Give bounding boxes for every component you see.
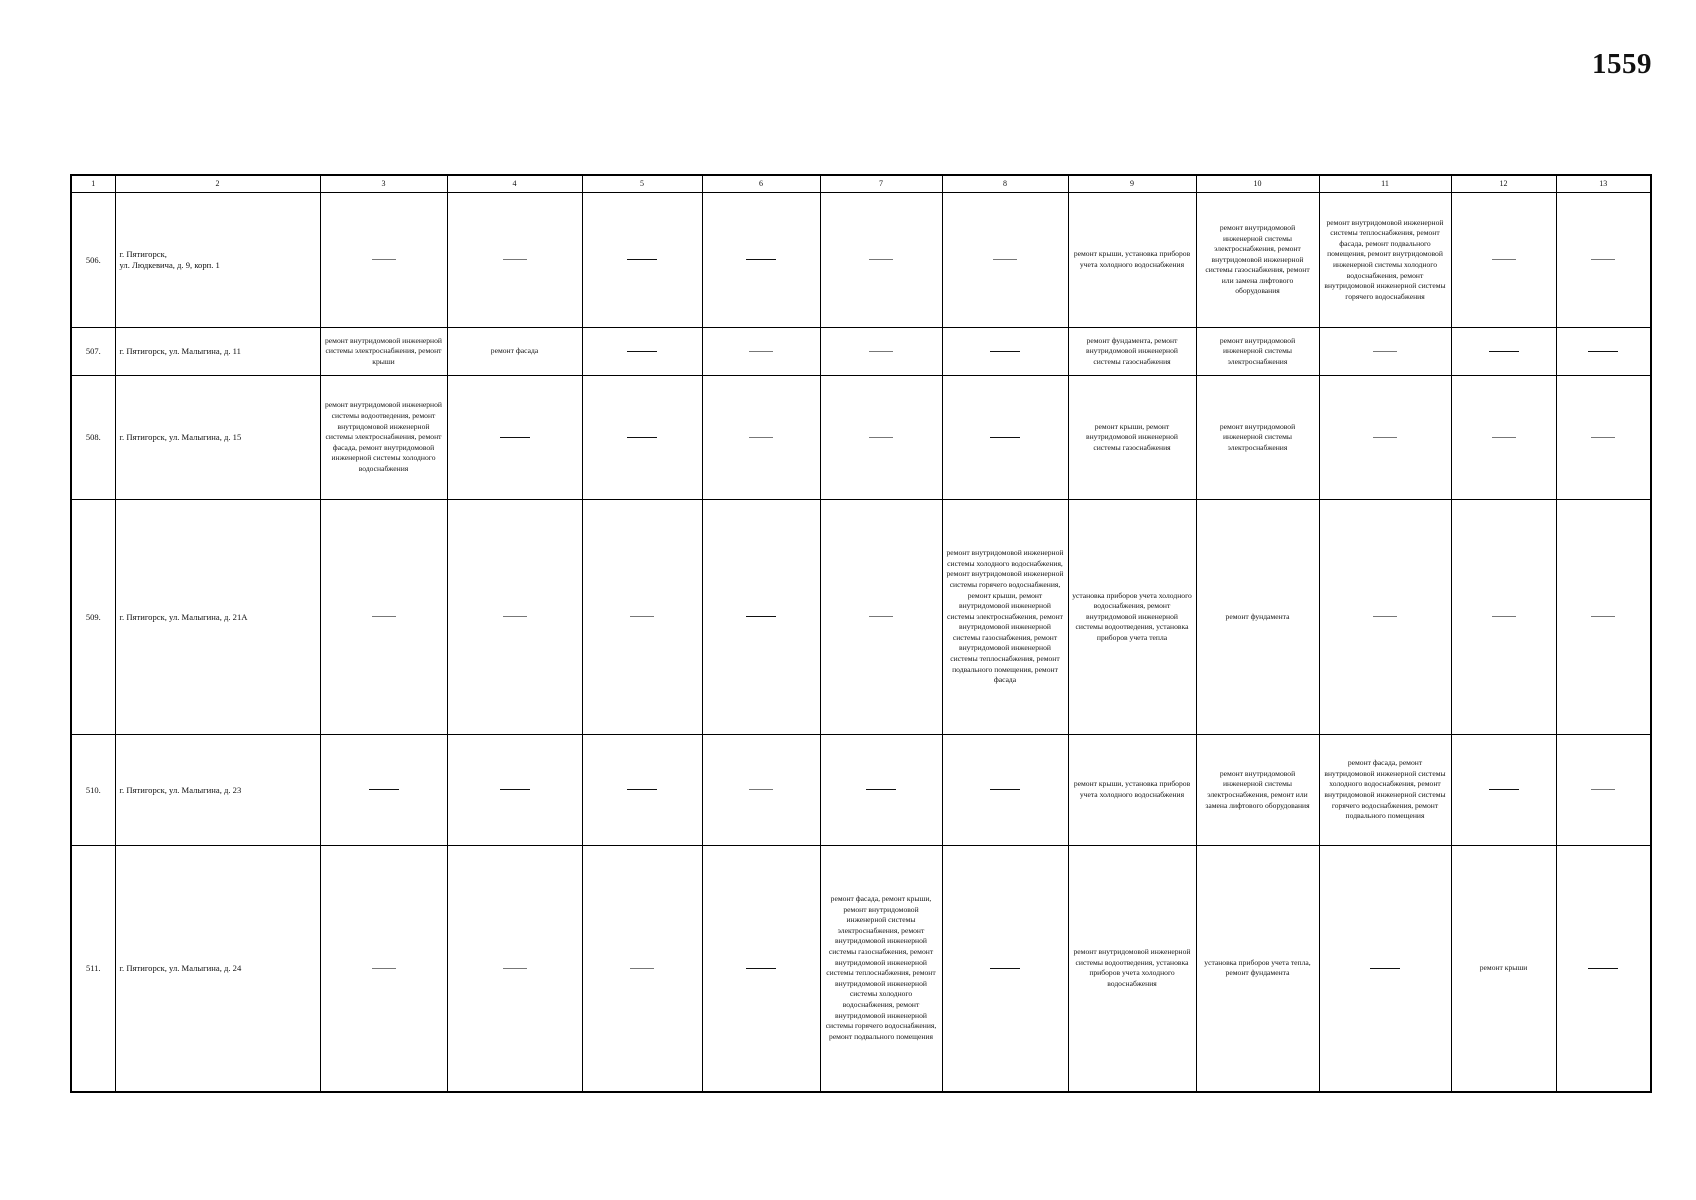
work-cell: ремонт фасада, ремонт крыши, ремонт внутридомовой инженерной системы электроснабжения, ремонт внутридомовой инженерной системы газоснабжения, ремонт внутридомовой инженерной системы теплоснабжения, ремонт внутридомовой инженерной системы холодного водоснабжения, ремонт внутридомовой инженерной системы горячего водоснабжения, ремонт подвального помещения: [820, 846, 942, 1092]
empty-cell: [1319, 846, 1451, 1092]
dash-mark: [627, 351, 657, 352]
dash-mark: [1489, 351, 1519, 352]
work-cell: ремонт фундамента, ремонт внутридомовой инженерной системы газоснабжения: [1068, 328, 1196, 376]
column-header: 1: [71, 175, 115, 193]
work-cell: ремонт крыши, установка приборов учета холодного водоснабжения: [1068, 193, 1196, 328]
dash-mark: [503, 968, 527, 969]
column-header: 5: [582, 175, 702, 193]
dash-mark: [1492, 437, 1516, 438]
empty-cell: [1556, 193, 1651, 328]
table-row: [71, 376, 1651, 500]
column-header: 10: [1196, 175, 1319, 193]
dash-mark: [500, 437, 530, 438]
address-cell: г. Пятигорск, ул. Малыгина, д. 21А: [115, 500, 320, 735]
empty-cell: [1451, 735, 1556, 846]
work-cell: ремонт внутридомовой инженерной системы электроснабжения: [1196, 328, 1319, 376]
row-number: 508.: [71, 376, 115, 500]
dash-mark: [1373, 351, 1397, 352]
empty-cell: [702, 846, 820, 1092]
work-cell: ремонт фасада, ремонт внутридомовой инженерной системы холодного водоснабжения, ремонт внутридомовой инженерной системы горячего водоснабжения, ремонт подвального помещения: [1319, 735, 1451, 846]
empty-cell: [320, 193, 447, 328]
dash-mark: [1591, 437, 1615, 438]
empty-cell: [942, 735, 1068, 846]
empty-cell: [1556, 328, 1651, 376]
dash-mark: [749, 437, 773, 438]
table-row: [71, 328, 1651, 376]
address-cell: г. Пятигорск, ул. Малыгина, д. 24: [115, 846, 320, 1092]
dash-mark: [503, 616, 527, 617]
empty-cell: [447, 376, 582, 500]
work-cell: ремонт крыши, ремонт внутридомовой инженерной системы газоснабжения: [1068, 376, 1196, 500]
work-cell: ремонт крыши, установка приборов учета холодного водоснабжения: [1068, 735, 1196, 846]
work-cell: установка приборов учета холодного водоснабжения, ремонт внутридомовой инженерной системы водоотведения, установка приборов учета тепла: [1068, 500, 1196, 735]
work-cell: ремонт внутридомовой инженерной системы теплоснабжения, ремонт фасада, ремонт подвального помещения, ремонт внутридомовой инженерной системы холодного водоснабжения, ремонт внутридомовой инженерной системы горячего водоснабжения: [1319, 193, 1451, 328]
dash-mark: [749, 789, 773, 790]
work-cell: ремонт внутридомовой инженерной системы холодного водоснабжения, ремонт внутридомовой инженерной системы горячего водоснабжения, ремонт крыши, ремонт внутридомовой инженерной системы электроснабжения, ремонт внутридомовой инженерной системы газоснабжения, ремонт внутридомовой инженерной системы теплоснабжения, ремонт подвального помещения, ремонт фасада: [942, 500, 1068, 735]
table-row: [71, 193, 1651, 328]
work-cell: ремонт внутридомовой инженерной системы электроснабжения, ремонт внутридомовой инженерной системы газоснабжения, ремонт или замена лифтового оборудования: [1196, 193, 1319, 328]
dash-mark: [869, 437, 893, 438]
dash-mark: [866, 789, 896, 790]
dash-mark: [627, 259, 657, 260]
dash-mark: [627, 789, 657, 790]
dash-mark: [993, 259, 1017, 260]
empty-cell: [582, 328, 702, 376]
address-cell: г. Пятигорск, ул. Малыгина, д. 15: [115, 376, 320, 500]
dash-mark: [1588, 968, 1618, 969]
table-row: [71, 735, 1651, 846]
empty-cell: [582, 735, 702, 846]
address-text: г. Пятигорск, ул. Людкевича, д. 9, корп. 1: [119, 249, 220, 270]
empty-cell: [820, 500, 942, 735]
dash-mark: [372, 968, 396, 969]
empty-cell: [320, 846, 447, 1092]
empty-cell: [702, 376, 820, 500]
dash-mark: [869, 259, 893, 260]
dash-mark: [372, 259, 396, 260]
work-cell: ремонт внутридомовой инженерной системы водоотведения, установка приборов учета холодного водоснабжения: [1068, 846, 1196, 1092]
dash-mark: [503, 259, 527, 260]
dash-mark: [630, 616, 654, 617]
empty-cell: [820, 735, 942, 846]
empty-cell: [447, 846, 582, 1092]
empty-cell: [702, 735, 820, 846]
column-header: 12: [1451, 175, 1556, 193]
dash-mark: [990, 437, 1020, 438]
registry-sheet: [70, 174, 1650, 1093]
work-cell: установка приборов учета тепла, ремонт фундамента: [1196, 846, 1319, 1092]
table-row: [71, 500, 1651, 735]
empty-cell: [582, 193, 702, 328]
empty-cell: [820, 376, 942, 500]
row-number: 506.: [71, 193, 115, 328]
empty-cell: [820, 193, 942, 328]
page-number: 1559: [1592, 48, 1652, 80]
empty-cell: [582, 376, 702, 500]
dash-mark: [1373, 437, 1397, 438]
empty-cell: [942, 846, 1068, 1092]
column-header: 3: [320, 175, 447, 193]
address-cell: [115, 193, 320, 328]
table-row: [71, 846, 1651, 1092]
address-cell: г. Пятигорск, ул. Малыгина, д. 23: [115, 735, 320, 846]
dash-mark: [1373, 616, 1397, 617]
dash-mark: [1492, 616, 1516, 617]
empty-cell: [447, 500, 582, 735]
column-header: 13: [1556, 175, 1651, 193]
dash-mark: [990, 968, 1020, 969]
header-row: [71, 175, 1651, 193]
empty-cell: [1451, 500, 1556, 735]
column-header: 11: [1319, 175, 1451, 193]
dash-mark: [372, 616, 396, 617]
empty-cell: [447, 193, 582, 328]
empty-cell: [1319, 500, 1451, 735]
row-number: 511.: [71, 846, 115, 1092]
row-number: 507.: [71, 328, 115, 376]
dash-mark: [746, 616, 776, 617]
address-cell: г. Пятигорск, ул. Малыгина, д. 11: [115, 328, 320, 376]
dash-mark: [1370, 968, 1400, 969]
dash-mark: [869, 351, 893, 352]
column-header: 2: [115, 175, 320, 193]
empty-cell: [1451, 193, 1556, 328]
work-cell: ремонт фундамента: [1196, 500, 1319, 735]
empty-cell: [702, 500, 820, 735]
work-cell: ремонт внутридомовой инженерной системы водоотведения, ремонт внутридомовой инженерной системы электроснабжения, ремонт фасада, ремонт внутридомовой инженерной системы холодного водоснабжения: [320, 376, 447, 500]
dash-mark: [869, 616, 893, 617]
empty-cell: [582, 846, 702, 1092]
dash-mark: [369, 789, 399, 790]
registry-table: [70, 174, 1652, 1093]
dash-mark: [1591, 259, 1615, 260]
work-cell: ремонт внутридомовой инженерной системы электроснабжения, ремонт или замена лифтового оборудования: [1196, 735, 1319, 846]
empty-cell: [1319, 376, 1451, 500]
dash-mark: [749, 351, 773, 352]
empty-cell: [942, 328, 1068, 376]
dash-mark: [746, 968, 776, 969]
empty-cell: [320, 735, 447, 846]
empty-cell: [942, 193, 1068, 328]
dash-mark: [630, 968, 654, 969]
dash-mark: [1588, 351, 1618, 352]
empty-cell: [447, 735, 582, 846]
work-cell: ремонт внутридомовой инженерной системы электроснабжения: [1196, 376, 1319, 500]
empty-cell: [1319, 328, 1451, 376]
empty-cell: [1451, 328, 1556, 376]
dash-mark: [990, 789, 1020, 790]
empty-cell: [1451, 376, 1556, 500]
row-number: 510.: [71, 735, 115, 846]
dash-mark: [1591, 616, 1615, 617]
dash-mark: [1489, 789, 1519, 790]
column-header: 9: [1068, 175, 1196, 193]
empty-cell: [582, 500, 702, 735]
column-header: 4: [447, 175, 582, 193]
column-header: 6: [702, 175, 820, 193]
column-header: 7: [820, 175, 942, 193]
empty-cell: [702, 193, 820, 328]
empty-cell: [320, 500, 447, 735]
row-number: 509.: [71, 500, 115, 735]
work-cell: ремонт внутридомовой инженерной системы электроснабжения, ремонт крыши: [320, 328, 447, 376]
work-cell: ремонт крыши: [1451, 846, 1556, 1092]
dash-mark: [1492, 259, 1516, 260]
dash-mark: [746, 259, 776, 260]
work-cell: ремонт фасада: [447, 328, 582, 376]
empty-cell: [1556, 376, 1651, 500]
empty-cell: [820, 328, 942, 376]
dash-mark: [990, 351, 1020, 352]
empty-cell: [942, 376, 1068, 500]
empty-cell: [702, 328, 820, 376]
empty-cell: [1556, 846, 1651, 1092]
dash-mark: [1591, 789, 1615, 790]
empty-cell: [1556, 735, 1651, 846]
column-header: 8: [942, 175, 1068, 193]
dash-mark: [627, 437, 657, 438]
dash-mark: [500, 789, 530, 790]
empty-cell: [1556, 500, 1651, 735]
